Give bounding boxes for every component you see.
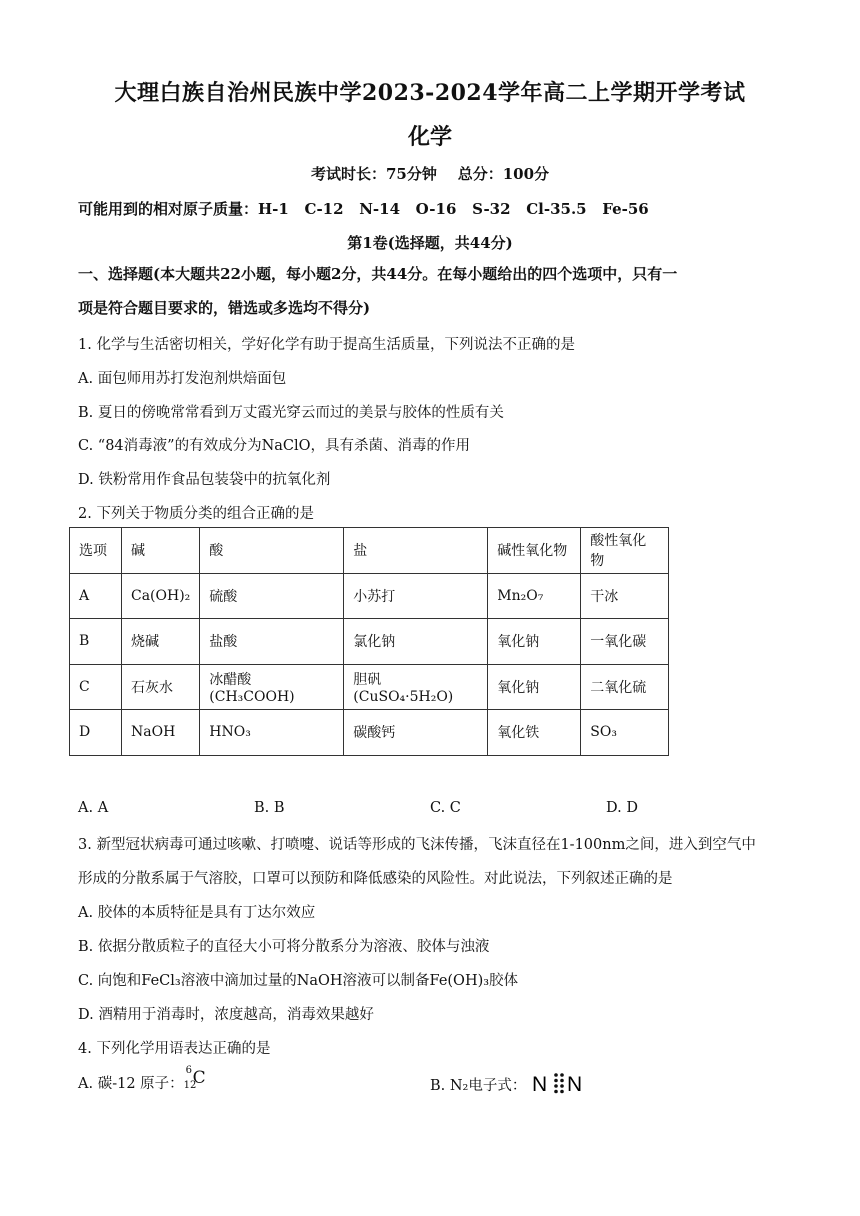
electron-dot	[554, 1084, 558, 1088]
table-cell: 硫酸	[200, 573, 344, 619]
table-header-cell: 盐	[344, 528, 488, 574]
q2-option-a: A. A	[78, 800, 109, 816]
q2-option-b: B. B	[254, 800, 285, 816]
nuclide-element: C	[192, 1068, 206, 1088]
table-cell: 碳酸钙	[344, 710, 488, 756]
n2-electron-dot-diagram	[531, 1070, 589, 1096]
table-header-cell: 碱	[122, 528, 200, 574]
table-cell: 二氧化硫	[581, 664, 669, 710]
nuclide-subscript: 12	[183, 1080, 197, 1091]
table-cell: C	[70, 664, 122, 710]
table-cell: 氧化铁	[488, 710, 581, 756]
q3-option-a: A. 胶体的本质特征是具有丁达尔效应	[78, 905, 316, 921]
electron-dot	[554, 1079, 558, 1083]
q4-stem: 4. 下列化学用语表达正确的是	[78, 1041, 271, 1057]
q1-option-c: C. “84消毒液”的有效成分为NaClO，具有杀菌、消毒的作用	[78, 438, 471, 454]
q2-option-d: D. D	[606, 800, 638, 816]
electron-dot	[560, 1084, 564, 1088]
table-cell: 氯化钠	[344, 619, 488, 665]
table-row	[70, 664, 669, 710]
q4-option-b-label: B. N₂电子式：	[430, 1078, 527, 1094]
table-cell: NaOH	[122, 710, 200, 756]
q3-option-d: D. 酒精用于消毒时，浓度越高，消毒效果越好	[78, 1007, 374, 1023]
volume-title: 第1卷(选择题，共44分)	[347, 234, 513, 252]
table-cell: 烧碱	[122, 619, 200, 665]
table-cell: 氧化钠	[488, 619, 581, 665]
exam-title: 大理白族自治州民族中学2023-2024学年高二上学期开学考试	[114, 80, 746, 106]
table-cell: A	[70, 573, 122, 619]
table-header-cell: 选项	[70, 528, 122, 574]
electron-dot	[560, 1073, 564, 1077]
q3-option-b: B. 依据分散质粒子的直径大小可将分散系分为溶液、胶体与浊液	[78, 939, 490, 955]
q3-option-c: C. 向饱和FeCl₃溶液中滴加过量的NaOH溶液可以制备Fe(OH)₃胶体	[78, 973, 519, 989]
table-header-cell: 酸性氧化物	[581, 528, 669, 574]
q4-option-b	[430, 1070, 589, 1100]
table-cell: D	[70, 710, 122, 756]
nuclide-symbol	[183, 1065, 206, 1092]
table-cell: 小苏打	[344, 573, 488, 619]
n2-atom-right: N	[566, 1073, 583, 1096]
q2-stem: 2. 下列关于物质分类的组合正确的是	[78, 506, 314, 522]
atomic-masses: 可能用到的相对原子质量：H-1 C-12 N-14 O-16 S-32 Cl-35.5 Fe-56	[78, 200, 649, 218]
table-header-cell: 酸	[200, 528, 344, 574]
n2-electron-formula	[531, 1070, 589, 1100]
section-instructions	[78, 257, 788, 325]
table-row	[70, 710, 669, 756]
table-cell: HNO₃	[200, 710, 344, 756]
table-cell: Mn₂O₇	[488, 573, 581, 619]
classification-table	[69, 527, 669, 756]
table-cell: 盐酸	[200, 619, 344, 665]
section-line-1: 一、选择题(本大题共22小题，每小题2分，共44分。在每小题给出的四个选项中，只有一	[78, 265, 678, 283]
q2-option-c: C. C	[430, 800, 461, 816]
section-line-2: 项是符合题目要求的，错选或多选均不得分)	[78, 299, 371, 317]
q1-option-d: D. 铁粉常用作食品包装袋中的抗氧化剂	[78, 472, 331, 488]
table-cell: SO₃	[581, 710, 669, 756]
table-cell: B	[70, 619, 122, 665]
n2-atom-left: N	[531, 1073, 548, 1096]
table-cell: 冰醋酸(CH₃COOH)	[200, 664, 344, 710]
q1-stem: 1. 化学与生活密切相关，学好化学有助于提高生活质量，下列说法不正确的是	[78, 337, 575, 353]
exam-info: 考试时长：75分钟 总分：100分	[310, 165, 550, 183]
q3-stem-line-1: 3. 新型冠状病毒可通过咳嗽、打喷嚏、说话等形成的飞沫传播，飞沫直径在1-100nm之间，进入到空气中	[78, 837, 756, 853]
q1-option-b: B. 夏日的傍晚常常看到万丈霞光穿云而过的美景与胶体的性质有关	[78, 405, 504, 421]
table-cell: 一氧化碳	[581, 619, 669, 665]
table-cell: Ca(OH)₂	[122, 573, 200, 619]
q4-option-a	[78, 1065, 206, 1093]
q3-stem-line-2: 形成的分散系属于气溶胶，口罩可以预防和降低感染的风险性。对此说法，下列叙述正确的是	[78, 871, 673, 887]
table-cell: 干冰	[581, 573, 669, 619]
q4-option-a-label: A. 碳-12 原子：	[78, 1076, 184, 1092]
electron-dot	[554, 1090, 558, 1094]
table-cell: 石灰水	[122, 664, 200, 710]
table-header-cell: 碱性氧化物	[488, 528, 581, 574]
nuclide-superscript: 6	[185, 1065, 193, 1076]
table-row	[70, 573, 669, 619]
subject-title: 化学	[407, 124, 452, 150]
electron-dot	[554, 1073, 558, 1077]
table-cell: 氧化钠	[488, 664, 581, 710]
table-row	[70, 619, 669, 665]
table-header-row	[70, 528, 669, 574]
electron-dot	[560, 1090, 564, 1094]
q1-option-a: A. 面包师用苏打发泡剂烘焙面包	[78, 371, 287, 387]
electron-dot	[560, 1079, 564, 1083]
q3-block	[78, 828, 788, 1066]
table-cell: 胆矾(CuSO₄·5H₂O)	[344, 664, 488, 710]
